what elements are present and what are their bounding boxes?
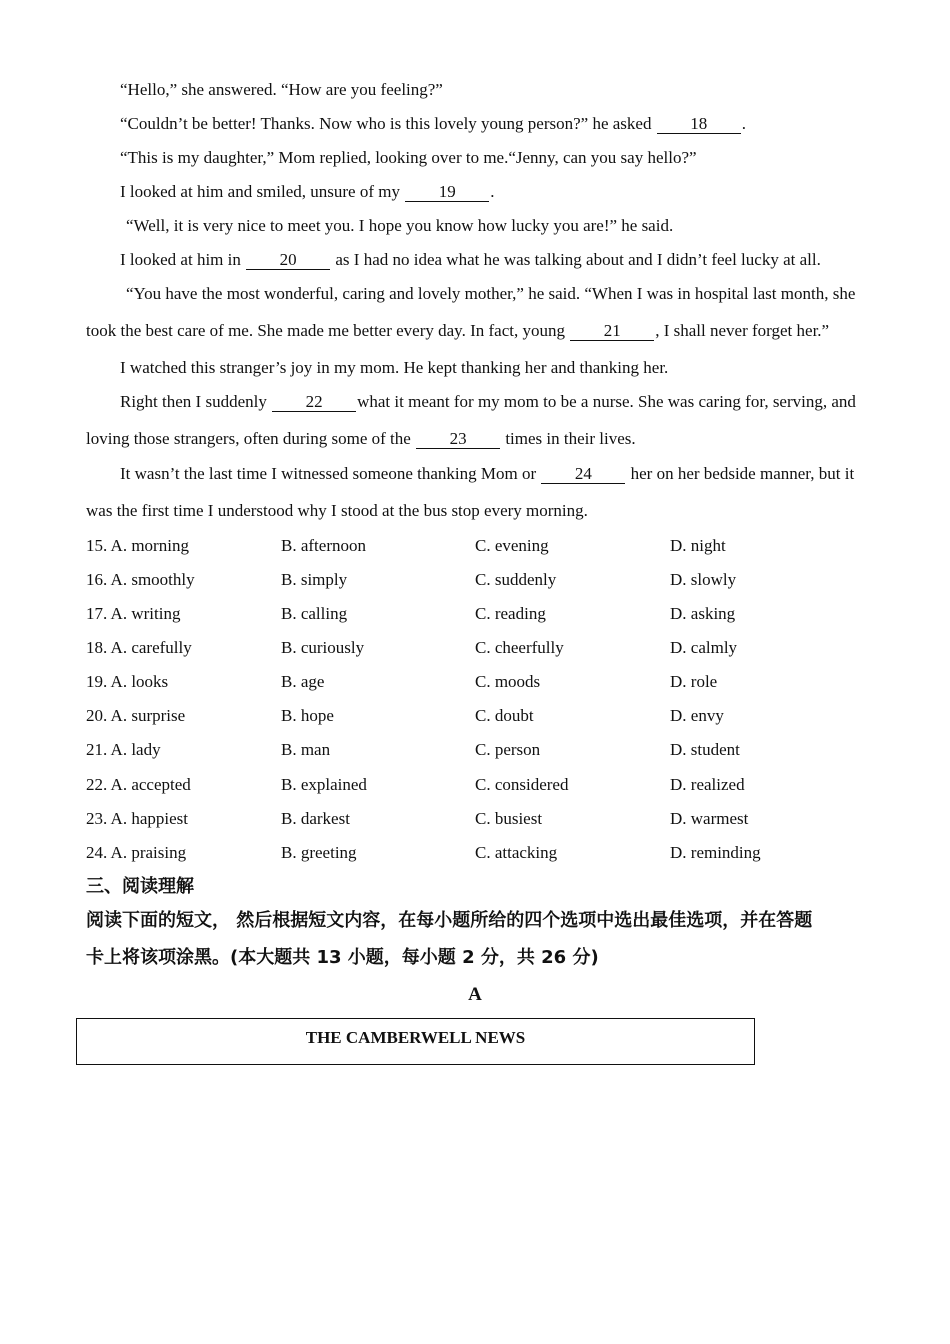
passage-text: “Couldn’t be better! Thanks. Now who is this lovely young person?” he asked <box>120 114 656 133</box>
passage-text: times in their lives. <box>501 429 636 448</box>
passage-line <box>120 464 854 484</box>
option-a: 22. A. accepted <box>86 775 191 794</box>
option-b: B. greeting <box>281 843 357 862</box>
option-a: 18. A. carefully <box>86 638 192 657</box>
option-d: D. realized <box>670 775 745 794</box>
option-c: C. reading <box>475 604 546 623</box>
passage-text: I looked at him in <box>120 250 246 269</box>
option-d: D. envy <box>670 706 724 725</box>
passage-text: as I had no idea what he was talking about and I didn’t feel lucky at all. <box>331 250 821 269</box>
passage-text: what it meant for my mom to be a nurse. She was caring for, serving, and <box>357 392 856 411</box>
passage-line <box>126 284 855 304</box>
answer-blank-18: 18 <box>657 115 741 134</box>
passage-text: I looked at him and smiled, unsure of my <box>120 182 405 201</box>
passage-line <box>120 392 856 412</box>
option-d: D. night <box>670 536 726 555</box>
option-c: C. doubt <box>475 706 534 725</box>
passage-text: her on her bedside manner, but it <box>626 464 855 483</box>
option-d: D. role <box>670 672 718 691</box>
option-c: C. cheerfully <box>475 638 564 657</box>
passage-text: , I shall never forget her.” <box>655 321 830 340</box>
option-d: D. slowly <box>670 570 737 589</box>
passage-text: . <box>741 114 746 133</box>
passage-line <box>86 321 829 341</box>
passage-text: was the first time I understood why I stood at the bus stop every morning. <box>86 501 588 520</box>
answer-blank-24: 24 <box>541 465 625 484</box>
option-a: 19. A. looks <box>86 672 169 691</box>
option-b: B. age <box>281 672 325 691</box>
option-a: 16. A. smoothly <box>86 570 195 589</box>
option-d: D. student <box>670 740 740 759</box>
passage-text: It wasn’t the last time I witnessed someone thanking Mom or <box>120 464 541 483</box>
answer-blank-21: 21 <box>570 322 654 341</box>
newspaper-box <box>76 1018 755 1065</box>
option-b: B. calling <box>281 604 348 623</box>
option-c: C. moods <box>475 672 541 691</box>
passage-line <box>120 114 746 134</box>
passage-line <box>120 182 494 202</box>
option-a: 23. A. happiest <box>86 809 188 828</box>
passage-line <box>120 148 697 168</box>
option-d: D. asking <box>670 604 736 623</box>
passage-line <box>86 501 588 521</box>
option-b: B. curiously <box>281 638 365 657</box>
section-instruction: 卡上将该项涂黑。(本大题共 13 小题，每小题 2 分，共 26 分) <box>86 947 599 968</box>
passage-text: . <box>490 182 495 201</box>
passage-text: “This is my daughter,” Mom replied, looking over to me.“Jenny, can you say hello?” <box>120 148 697 167</box>
part-label: A <box>468 984 482 1005</box>
option-b: B. simply <box>281 570 348 589</box>
passage-text: “Well, it is very nice to meet you. I hope you know how lucky you are!” he said. <box>126 216 674 235</box>
newspaper-title: THE CAMBERWELL NEWS <box>305 1028 526 1047</box>
passage-text: “You have the most wonderful, caring and lovely mother,” he said. “When I was in hospital last month, she <box>126 284 856 303</box>
passage-text: Right then I suddenly <box>120 392 272 411</box>
option-a: 15. A. morning <box>86 536 189 555</box>
passage-line <box>86 429 636 449</box>
answer-blank-22: 22 <box>272 393 356 412</box>
section-heading: 三、阅读理解 <box>86 876 194 897</box>
option-a: 17. A. writing <box>86 604 181 623</box>
option-b: B. hope <box>281 706 334 725</box>
option-c: C. evening <box>475 536 549 555</box>
section-instruction: 阅读下面的短文， 然后根据短文内容，在每小题所给的四个选项中选出最佳选项，并在答题 <box>86 910 813 931</box>
answer-blank-23: 23 <box>416 430 500 449</box>
option-c: C. busiest <box>475 809 543 828</box>
option-a: 20. A. surprise <box>86 706 186 725</box>
option-a: 21. A. lady <box>86 740 161 759</box>
option-b: B. afternoon <box>281 536 366 555</box>
passage-text: “Hello,” she answered. “How are you feeling?” <box>120 80 443 99</box>
passage-text: loving those strangers, often during some of the <box>86 429 416 448</box>
option-b: B. darkest <box>281 809 350 828</box>
passage-text: took the best care of me. She made me better every day. In fact, young <box>86 321 570 340</box>
option-d: D. warmest <box>670 809 749 828</box>
option-c: C. suddenly <box>475 570 557 589</box>
passage-line <box>120 250 821 270</box>
passage-text: I watched this stranger’s joy in my mom. He kept thanking her and thanking her. <box>120 358 669 377</box>
option-c: C. attacking <box>475 843 558 862</box>
option-b: B. man <box>281 740 331 759</box>
passage-line <box>120 80 443 100</box>
answer-blank-19: 19 <box>405 183 489 202</box>
option-b: B. explained <box>281 775 367 794</box>
option-c: C. considered <box>475 775 569 794</box>
passage-line <box>126 216 673 236</box>
option-a: 24. A. praising <box>86 843 187 862</box>
option-d: D. reminding <box>670 843 761 862</box>
answer-blank-20: 20 <box>246 251 330 270</box>
passage-line <box>120 358 668 378</box>
option-c: C. person <box>475 740 541 759</box>
option-d: D. calmly <box>670 638 738 657</box>
